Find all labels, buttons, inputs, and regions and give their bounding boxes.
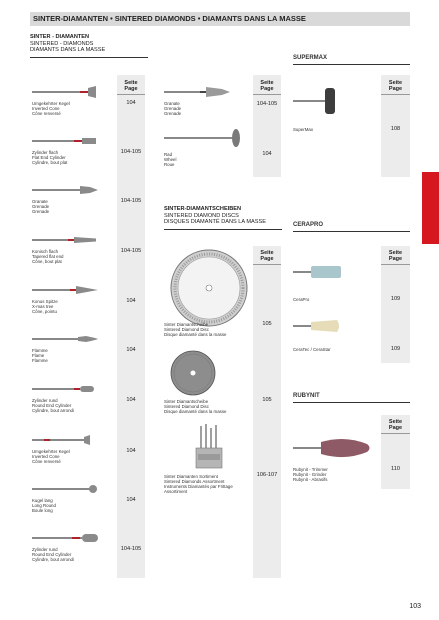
supermax-item-page: 108 xyxy=(390,126,401,132)
left-item-0-line-0: Umgekehrter Kegel xyxy=(32,101,70,106)
left-item-5-line-2: Flamme xyxy=(32,358,48,363)
rubynit-page-header-en: Page xyxy=(388,425,403,431)
left-item-7-line-1: Inverted Cone xyxy=(32,454,60,459)
left-item-2-line-2: Grenade xyxy=(32,209,50,214)
cerapro-title: CERAPRO xyxy=(293,222,324,228)
left-item-2-line-0: Granate xyxy=(32,199,48,204)
left-item-3-label xyxy=(32,249,64,264)
assortment-item-page: 106-107 xyxy=(256,472,278,478)
mid-top-item-0-de: Granate xyxy=(164,101,180,106)
mid-top-item-label xyxy=(164,152,176,167)
rubynit-item-page: 110 xyxy=(391,466,400,472)
left-section-title xyxy=(30,34,105,54)
wheel-bur-image xyxy=(164,128,244,148)
mid-top-page-header-de: Seite xyxy=(260,80,274,86)
rubynit-line-0: Rubynit - Trimmer xyxy=(293,467,328,472)
left-item-4-line-0: Konus Spitze xyxy=(32,299,58,304)
red-edge-tab xyxy=(422,172,439,244)
cerapro-underline xyxy=(293,231,410,232)
rubynit-title: RUBYNIT xyxy=(293,393,320,399)
left-item-2-line-1: Grenade xyxy=(32,204,50,209)
disc-item-label xyxy=(164,322,226,337)
left-item-7-line-0: Umgekehrter Kegel xyxy=(32,449,70,454)
mid-top-item-0-en: Grenade xyxy=(164,106,182,111)
left-title-en: SINTERED - DIAMONDS xyxy=(30,40,94,47)
supermax-underline xyxy=(293,64,410,65)
left-item-1-bur-image xyxy=(32,132,100,150)
disc-item-0-fr: Disque diamanté dans la masse xyxy=(164,332,227,337)
disc-item-1-de: Sinter Diamantscheibe xyxy=(164,399,209,404)
rubynit-item-label xyxy=(293,467,328,482)
left-page-header-de: Seite xyxy=(124,80,138,86)
left-item-7-line-2: Cône renversé xyxy=(32,459,61,464)
left-item-7-page: 104 xyxy=(126,448,136,454)
mid-title-fr: DISQUES DIAMANTÉ DANS LA MASSE xyxy=(164,219,266,225)
rubynit-line-1: Rubynit - Grinder xyxy=(293,472,327,477)
left-item-1-page: 104-105 xyxy=(120,149,142,155)
left-item-0-label xyxy=(32,101,70,116)
assortment-block-image xyxy=(194,424,224,469)
left-item-8-line-0: Kugel lang xyxy=(32,498,53,503)
mid-top-item-page: 104-105 xyxy=(256,101,278,107)
rubynit-page-header xyxy=(381,419,410,431)
assortment-line-3: Assortiment xyxy=(164,489,188,494)
left-item-2-label xyxy=(32,199,49,214)
supermax-page-header xyxy=(381,80,410,92)
left-page-header-en: Page xyxy=(124,86,138,92)
cerapro-item-label: CeraPro xyxy=(293,297,310,302)
left-item-4-bur-image xyxy=(32,281,100,299)
cerapro-item-page: 109 xyxy=(390,296,401,302)
sintered-disc-large-image xyxy=(170,249,248,327)
left-item-9-line-1: Round End Cylinder xyxy=(32,552,72,557)
supermax-wheel-image xyxy=(293,86,343,116)
mid-top-item-0-fr: Grenade xyxy=(164,111,182,116)
left-page-header-line xyxy=(117,94,145,95)
cerapro-page-header-de: Seite xyxy=(388,250,403,256)
mid-top-item-page: 104 xyxy=(262,151,272,157)
left-item-8-bur-image xyxy=(32,480,100,498)
left-item-8-page: 104 xyxy=(126,497,136,503)
mid-section-title xyxy=(164,206,266,226)
left-item-5-line-0: Flamme xyxy=(32,348,48,353)
left-item-8-line-2: Boule long xyxy=(32,508,53,513)
rubynit-trimmer-image xyxy=(293,435,373,461)
rubynit-underline xyxy=(293,402,410,403)
left-item-9-bur-image xyxy=(32,529,100,547)
left-item-7-bur-image xyxy=(32,431,100,449)
left-item-8-label xyxy=(32,498,56,513)
assortment-line-0: Sinter Diamanten Sortiment xyxy=(164,474,218,479)
left-item-7-label xyxy=(32,449,70,464)
disc-item-0-de: Sinter Diamantscheibe xyxy=(164,322,209,327)
mid-top-item-1-de: Rad xyxy=(164,152,173,157)
cerapro-page-header-en: Page xyxy=(388,256,403,262)
left-item-0-line-2: Cône renversé xyxy=(32,111,61,116)
rubynit-page-header-line xyxy=(381,433,410,434)
page-number: 103 xyxy=(409,603,421,610)
left-item-0-line-1: Inverted Cone xyxy=(32,106,60,111)
left-item-3-line-2: Cône, bout plat xyxy=(32,259,62,264)
left-item-2-page: 104-105 xyxy=(120,198,142,204)
mid-top-item-label xyxy=(164,101,181,116)
left-item-3-line-1: Tapered flat end xyxy=(32,254,64,259)
disc-item-label xyxy=(164,399,226,414)
left-item-2-bur-image xyxy=(32,181,100,199)
page-header-bar: SINTER-DIAMANTEN • SINTERED DIAMONDS • DIAMANTS DANS LA MASSE xyxy=(30,12,410,26)
left-item-0-bur-image xyxy=(32,83,100,101)
disc-item-page: 105 xyxy=(262,397,272,403)
left-item-9-page: 104-105 xyxy=(120,546,142,552)
left-item-1-line-1: Flat End Cylinder xyxy=(32,155,66,160)
mid-page-header-line xyxy=(253,264,281,265)
supermax-page-header-line xyxy=(381,94,410,95)
left-item-4-label xyxy=(32,299,58,314)
left-page-header xyxy=(117,80,145,92)
assortment-line-2: Instruments Diamantés par Frittage xyxy=(164,484,233,489)
mid-top-page-header-en: Page xyxy=(260,86,274,92)
left-item-0-page: 104 xyxy=(126,100,136,106)
left-item-3-bur-image xyxy=(32,231,100,249)
left-item-6-bur-image xyxy=(32,380,100,398)
mid-title-en: SINTERED DIAMOND DISCS xyxy=(164,212,239,219)
left-item-5-bur-image xyxy=(32,330,100,348)
left-title-fr: DIAMANTS DANS LA MASSE xyxy=(30,47,106,53)
mid-title-de: SINTER-DIAMANTSCHEIBEN xyxy=(164,206,242,212)
grenade-bur-image xyxy=(164,83,230,101)
left-item-4-page: 104 xyxy=(126,298,136,304)
sintered-disc-small-image xyxy=(170,350,216,396)
left-item-6-line-0: Zylinder rund xyxy=(32,398,58,403)
left-item-6-line-2: Cylindre, bout arrondi xyxy=(32,408,74,413)
supermax-page-header-de: Seite xyxy=(388,80,403,86)
left-item-1-label xyxy=(32,150,67,165)
rubynit-line-2: Rubynit - Abrasifs xyxy=(293,477,328,482)
ceratec-bur-image xyxy=(293,318,349,334)
left-item-5-line-1: Flame xyxy=(32,353,45,358)
disc-item-1-en: Sintered Diamond Disc xyxy=(164,404,209,409)
left-item-1-line-0: Zylinder flach xyxy=(32,150,59,155)
mid-top-page-header xyxy=(253,80,281,92)
supermax-item-label: SuperMax xyxy=(293,127,314,132)
left-title-de: SINTER - DIAMANTEN xyxy=(30,34,90,40)
left-item-6-line-1: Round End Cylinder xyxy=(32,403,72,408)
left-item-3-line-0: Konisch flach xyxy=(32,249,59,254)
left-item-9-line-2: Cylindre, bout arrondi xyxy=(32,557,74,562)
left-item-3-page: 104-105 xyxy=(120,248,142,254)
assortment-line-1: Sintered Diamonds Assortment xyxy=(164,479,225,484)
mid-title-underline xyxy=(164,229,282,230)
mid-page-header-en: Page xyxy=(260,256,274,262)
left-item-5-label xyxy=(32,348,48,363)
left-item-6-label xyxy=(32,398,74,413)
mid-top-page-header-line xyxy=(253,94,281,95)
supermax-title: SUPERMAX xyxy=(293,55,328,61)
cerapro-page-header-line xyxy=(381,264,410,265)
mid-page-header-de: Seite xyxy=(260,250,274,256)
disc-item-1-fr: Disque diamanté dans la masse xyxy=(164,409,227,414)
rubynit-page-header-de: Seite xyxy=(388,419,403,425)
mid-page-header xyxy=(253,250,281,262)
mid-page-column xyxy=(253,246,281,578)
assortment-item-label xyxy=(164,474,233,494)
left-item-9-label xyxy=(32,547,74,562)
left-item-8-line-1: Long Round xyxy=(32,503,56,508)
cerapro-page-header xyxy=(381,250,410,262)
disc-item-page: 105 xyxy=(262,321,272,327)
ceratec-item-page: 109 xyxy=(390,346,401,352)
left-item-6-page: 104 xyxy=(126,397,136,403)
left-item-1-line-2: Cylindre, bout plat xyxy=(32,160,68,165)
disc-item-0-en: Sintered Diamond Disc xyxy=(164,327,209,332)
left-item-4-line-1: X-mas tree xyxy=(32,304,54,309)
cerapro-bur-image xyxy=(293,264,349,280)
mid-top-item-1-en: Wheel xyxy=(164,157,177,162)
ceratec-item-label: CeraTec / CeraStar xyxy=(293,347,331,352)
supermax-page-header-en: Page xyxy=(388,86,403,92)
left-item-5-page: 104 xyxy=(126,347,136,353)
mid-top-item-1-fr: Roue xyxy=(164,162,175,167)
left-item-4-line-2: Cône, pointu xyxy=(32,309,57,314)
left-item-9-line-0: Zylinder rund xyxy=(32,547,58,552)
left-title-underline xyxy=(30,57,148,58)
